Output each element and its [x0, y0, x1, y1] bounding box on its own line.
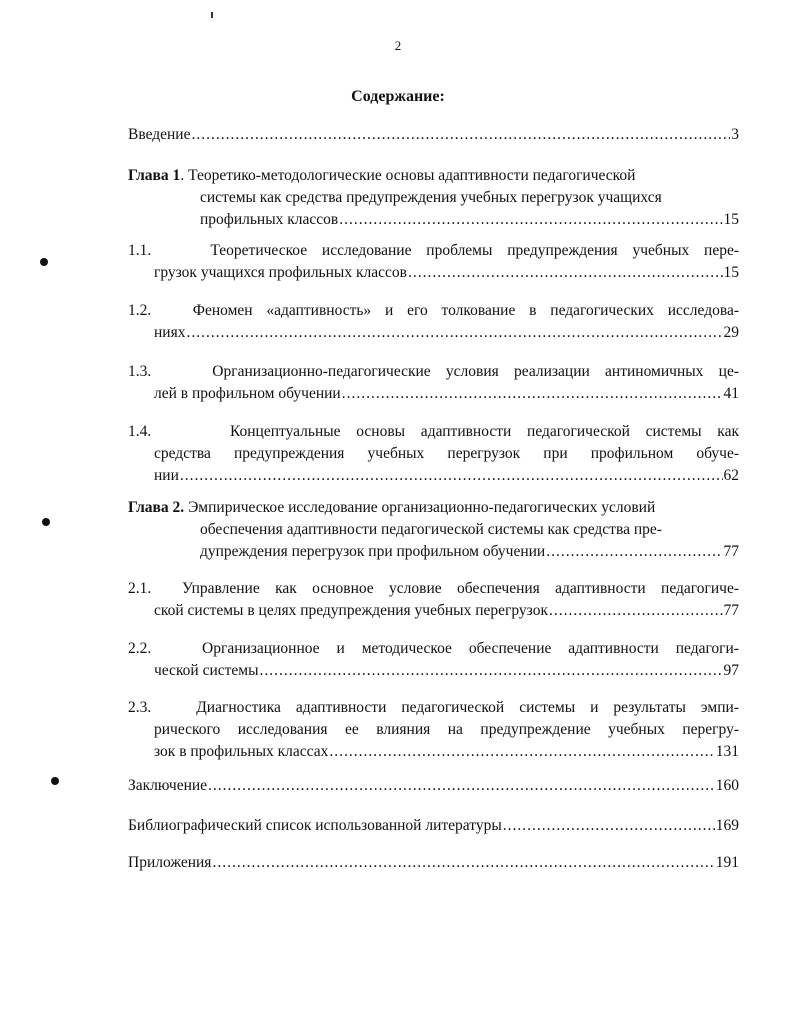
entry-page: 15 [723, 264, 739, 281]
chapter-label: Глава 2. [128, 499, 185, 516]
entry-line: системы как средства предупреждения учебных перегрузок учащихся [200, 189, 662, 206]
entry-text: Приложения [128, 854, 212, 871]
toc-entry-bibliography [128, 815, 739, 837]
entry-line: грузок учащихся профильных классов [154, 264, 407, 281]
scan-mark [211, 12, 213, 18]
leader-dots [342, 383, 723, 405]
section-number: 2.3. [128, 699, 152, 716]
entry-line: лей в профильном обучении [154, 385, 341, 402]
entry-page: 160 [715, 777, 739, 794]
entry-line: Управление как основное условие обеспечения адаптивности педагогиче- [182, 580, 739, 597]
entry-line: Организационное и методическое обеспечение адаптивности педагоги- [202, 640, 739, 657]
toc-entry-appendix [128, 852, 739, 874]
entry-line: ской системы в целях предупреждения учебных перегрузок [154, 602, 548, 619]
toc-entry-1-3 [128, 361, 739, 405]
toc-entry-chapter-1 [128, 165, 739, 231]
entry-page: 3 [731, 126, 739, 143]
leader-dots [208, 775, 715, 797]
toc-entry-2-3 [128, 697, 739, 763]
entry-page: 169 [715, 817, 739, 834]
entry-line: дупреждения перегрузок при профильном обучении [200, 543, 546, 560]
entry-line: зок в профильных классах [154, 743, 329, 760]
chapter-label: Глава 1 [128, 167, 181, 184]
leader-dots [186, 322, 722, 344]
entry-line: Организационно-педагогические условия реализации антиномичных це- [212, 363, 740, 380]
toc-entry-1-2 [128, 300, 739, 344]
entry-line: Теоретическое исследование проблемы предупреждения учебных пере- [210, 242, 739, 259]
entry-page: 131 [715, 743, 739, 760]
entry-line: . Теоретико-методологические основы адаптивности педагогической [180, 167, 636, 184]
entry-text: Заключение [128, 777, 208, 794]
entry-text: Введение [128, 126, 191, 143]
leader-dots [212, 852, 714, 874]
scan-speck [40, 258, 48, 266]
entry-line: средства предупреждения учебных перегрузок при профильном обуче- [154, 445, 739, 462]
entry-text: Библиографический список использованной литературы [128, 817, 502, 834]
entry-line: Феномен «адаптивность» и его толкование в педагогических исследова- [192, 302, 739, 319]
toc-entry-2-2 [128, 638, 739, 682]
leader-dots [180, 465, 723, 487]
entry-page: 97 [723, 662, 739, 679]
entry-line: ниях [154, 324, 186, 341]
entry-page: 29 [723, 324, 739, 341]
entry-line: обеспечения адаптивности педагогической системы как средства пре- [200, 521, 662, 538]
toc-title: Содержание: [351, 88, 445, 105]
entry-page: 191 [715, 854, 739, 871]
entry-page: 77 [723, 602, 739, 619]
entry-page: 41 [723, 385, 739, 402]
section-number: 1.4. [128, 423, 152, 440]
section-number: 1.3. [128, 363, 152, 380]
entry-line: Эмпирическое исследование организационно-педагогических условий [184, 499, 656, 516]
section-number: 2.2. [128, 640, 152, 657]
entry-page: 62 [723, 467, 739, 484]
entry-line: рического исследования ее влияния на предупреждение учебных перегру- [154, 721, 739, 738]
toc-entry-1-4 [128, 421, 739, 487]
leader-dots [260, 660, 723, 682]
scan-speck [42, 518, 50, 526]
leader-dots [408, 262, 723, 284]
entry-line: нии [154, 467, 179, 484]
section-number: 2.1. [128, 580, 152, 597]
page-number: 2 [394, 38, 402, 53]
section-number: 1.1. [128, 242, 152, 259]
toc-entry-2-1 [128, 578, 739, 622]
toc-entry-intro [128, 124, 739, 146]
entry-page: 15 [723, 211, 739, 228]
entry-line: Диагностика адаптивности педагогической системы и результаты эмпи- [196, 699, 739, 716]
entry-line: Концептуальные основы адаптивности педагогической системы как [229, 423, 739, 440]
entry-line: ческой системы [154, 662, 259, 679]
leader-dots [549, 600, 723, 622]
toc-entry-1-1 [128, 240, 739, 284]
leader-dots [339, 209, 722, 231]
leader-dots [191, 124, 730, 146]
toc-entry-chapter-2 [128, 497, 739, 563]
scan-speck [51, 777, 59, 785]
leader-dots [546, 541, 722, 563]
entry-page: 77 [723, 543, 739, 560]
entry-line: профильных классов [200, 211, 339, 228]
toc-entry-conclusion [128, 775, 739, 797]
leader-dots [329, 741, 714, 763]
leader-dots [503, 815, 715, 837]
section-number: 1.2. [128, 302, 152, 319]
